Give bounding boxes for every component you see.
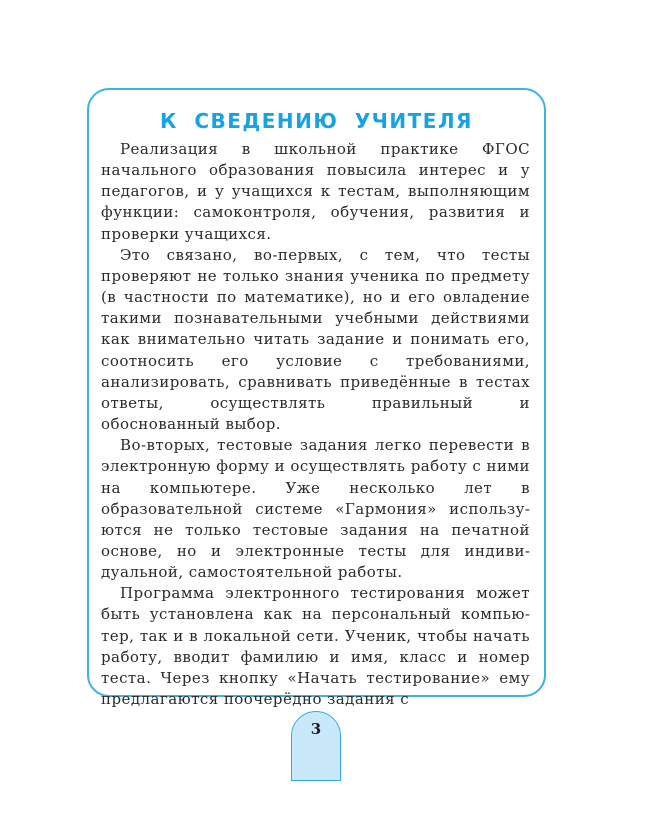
paragraph-1: Реализация в школьной практике ФГОС начального образования повысила интерес и у педагогов, и у учащихся к тестам, выполняющим функции: самоконтроля, обучения, развития и проверки учащихся. [101,140,530,243]
paragraph-4: Программа электронного тестирования может быть установлена как на персональный компьютер, так и в локальной сети. Ученик, чтобы начать работу, вводит фамилию и имя, класс и номер теста. Через кнопку «Начать тестирование» ему предлагаются поочерёдно задания с [101,584,530,709]
paragraph-2: Это связано, во-первых, с тем, что тесты проверяют не только знания ученика по предмету (в частности по математике), но и его овладение такими познавательными учебными действиями как внимательно читать задание и понимать его, соотносить его условие с требованиями, анализировать, сравнивать приведённые в тестах ответы, осуществлять правильный и обоснованный выбор. [101,245,530,434]
page-number: 3 [310,720,322,738]
paragraph-3: Во-вторых, тестовые задания легко перевести в электронную форму и осуществлять работу с ними на компьютере. Уже несколько лет в образовательной системе «Гармония» используются не только тестовые задания на печатной основе, но и электронные тесты для индивидуальной, самостоятельной работы. [101,436,530,582]
box-title: К СВЕДЕНИЮ УЧИТЕЛЯ [160,109,473,133]
page-number-tab [291,711,341,781]
box-body [101,139,530,710]
teacher-info-box [87,88,546,709]
